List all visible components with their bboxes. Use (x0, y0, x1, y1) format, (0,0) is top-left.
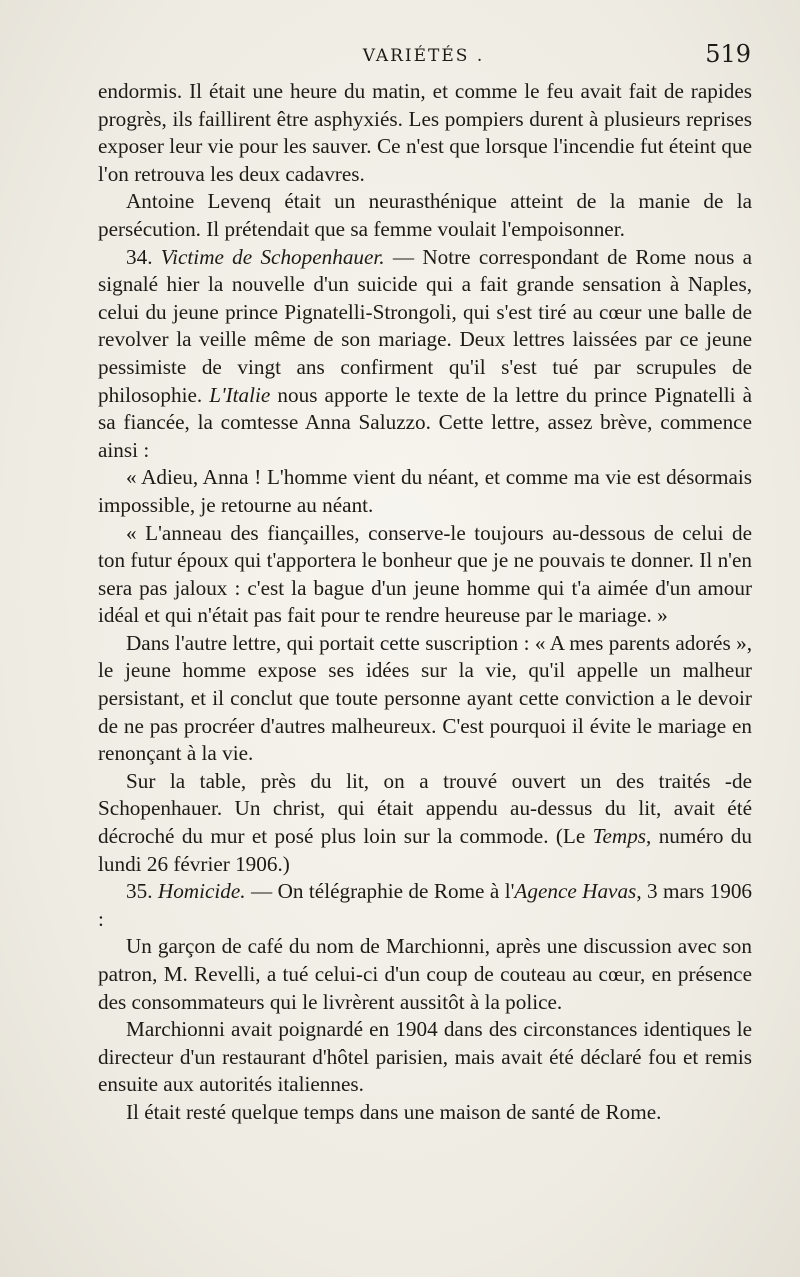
body-text (98, 78, 752, 1127)
text-run: , numéro du lundi 26 février 1906.) (98, 824, 752, 876)
text-run: — Notre correspondant de Rome nous a signalé hier la nouvelle d'un suicide qui a fait grande sensation à Naples, celui du jeune prince Pignatelli-Strongoli, qui s'est tiré au cœur une balle de revolver la veille même de son mariage. Deux lettres laissées par ce jeune pessimiste de vingt ans confirment qu'il s'est tué par scrupules de philosophie. (98, 244, 752, 407)
text-run: Il était resté quelque temps dans une maison de santé de Rome. (126, 1099, 662, 1124)
paragraph (98, 878, 752, 933)
italic-text: L'Italie (209, 382, 271, 407)
text-run: , 3 mars 1906 : (98, 879, 753, 931)
text-run: nous apporte le texte de la lettre du prince Pignatelli à sa fiancée, la comtesse Anna Saluzzo. Cette lettre, assez brève, commence ainsi : (98, 382, 753, 462)
page-number: 519 (705, 40, 751, 68)
text-run: Dans l'autre lettre, qui portait cette suscription : « A mes parents adorés », le jeune homme expose ses idées sur la vie, qu'il appelle un malheur persistant, et il conclut que toute personne ayant cette conviction a le devoir de ne pas procréer d'autres malheureux. C'est pourquoi il évite le mariage en renonçant à la vie. (98, 630, 752, 766)
italic-text: Agence Havas (514, 879, 637, 904)
text-run: « Adieu, Anna ! L'homme vient du néant, et comme ma vie est désormais impossible, je retourne au néant. (98, 465, 752, 517)
text-run: — On télégraphie de Rome à l' (245, 879, 515, 904)
paragraph (98, 78, 752, 188)
page-header (96, 38, 751, 74)
text-run: endormis. Il était une heure du matin, et comme le feu avait fait de rapides progrès, ils faillirent être asphyxiés. Les pompiers durent à plusieurs reprises exposer leur vie pour les sauver. Ce n'est que lorsque l'incendie fut éteint que l'on retrouva les deux cadavres. (98, 79, 752, 186)
paragraph (98, 520, 752, 630)
paragraph (98, 244, 752, 465)
paragraph (98, 464, 752, 519)
text-run: Un garçon de café du nom de Marchionni, après une discussion avec son patron, M. Revelli, a tué celui-ci d'un coup de couteau au cœur, en présence des consommateurs qui le livrèrent aussitôt à la police. (98, 934, 752, 1014)
paragraph (98, 1099, 752, 1127)
paragraph (98, 188, 752, 243)
paragraph (98, 768, 752, 878)
paragraph (98, 1016, 752, 1099)
text-run: Antoine Levenq était un neurasthénique atteint de la manie de la persécution. Il prétendait que sa femme voulait l'empoisonner. (98, 189, 752, 241)
text-run: Marchionni avait poignardé en 1904 dans des circonstances identiques le directeur d'un restaurant d'hôtel parisien, mais avait été déclaré fou et remis ensuite aux autorités italiennes. (98, 1017, 752, 1097)
paragraph (98, 630, 752, 768)
italic-text: Homicide. (157, 879, 246, 904)
text-run: 35. (126, 879, 158, 904)
text-run: 34. (126, 244, 161, 269)
text-run: Sur la table, près du lit, on a trouvé ouvert un des traités -de Schopenhauer. Un christ, qui était appendu au-dessus du lit, avait été décroché du mur et posé plus loin sur la commode. (Le (98, 768, 752, 849)
text-run: « L'anneau des fiançailles, conserve-le toujours au-dessous de celui de ton futur époux qui t'apportera le bonheur que je ne pouvais te donner. Il n'en sera pas jaloux : c'est la bague d'un jeune homme qui t'a aimée d'un amour idéal et qui n'était pas fait pour te rendre heureuse par le mariage. » (98, 520, 752, 628)
running-title: VARIÉTÉS . (362, 46, 485, 66)
italic-text: Temps (592, 824, 647, 849)
italic-text: Victime de Schopenhauer. (160, 244, 385, 269)
paragraph (98, 933, 752, 1016)
